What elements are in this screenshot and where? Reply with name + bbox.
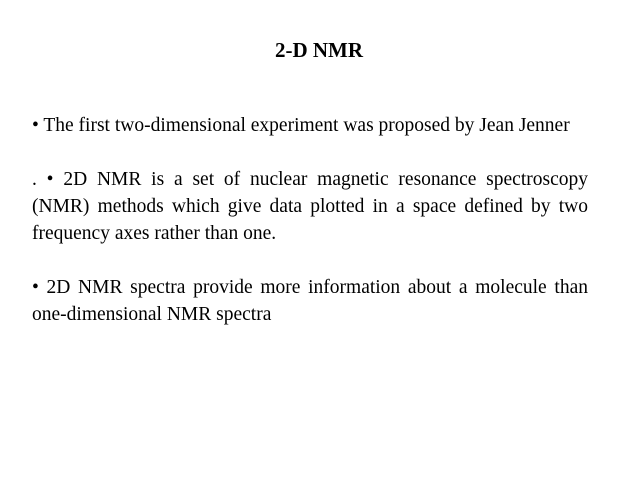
- paragraph-first-experiment: • The first two-dimensional experiment was proposed by Jean Jenner: [32, 115, 570, 136]
- paragraph-spacer: [32, 247, 588, 274]
- slide-title: 2-D NMR: [274, 38, 364, 62]
- slide-body: [32, 112, 588, 328]
- paragraph-advantages: • 2D NMR spectra provide more information about a molecule than one-dimensional NMR spectra: [32, 277, 588, 325]
- paragraph-spacer: [32, 139, 588, 166]
- paragraph-definition: . • 2D NMR is a set of nuclear magnetic resonance spectroscopy (NMR) methods which give data plotted in a space defined by two frequency axes rather than one.: [32, 169, 588, 244]
